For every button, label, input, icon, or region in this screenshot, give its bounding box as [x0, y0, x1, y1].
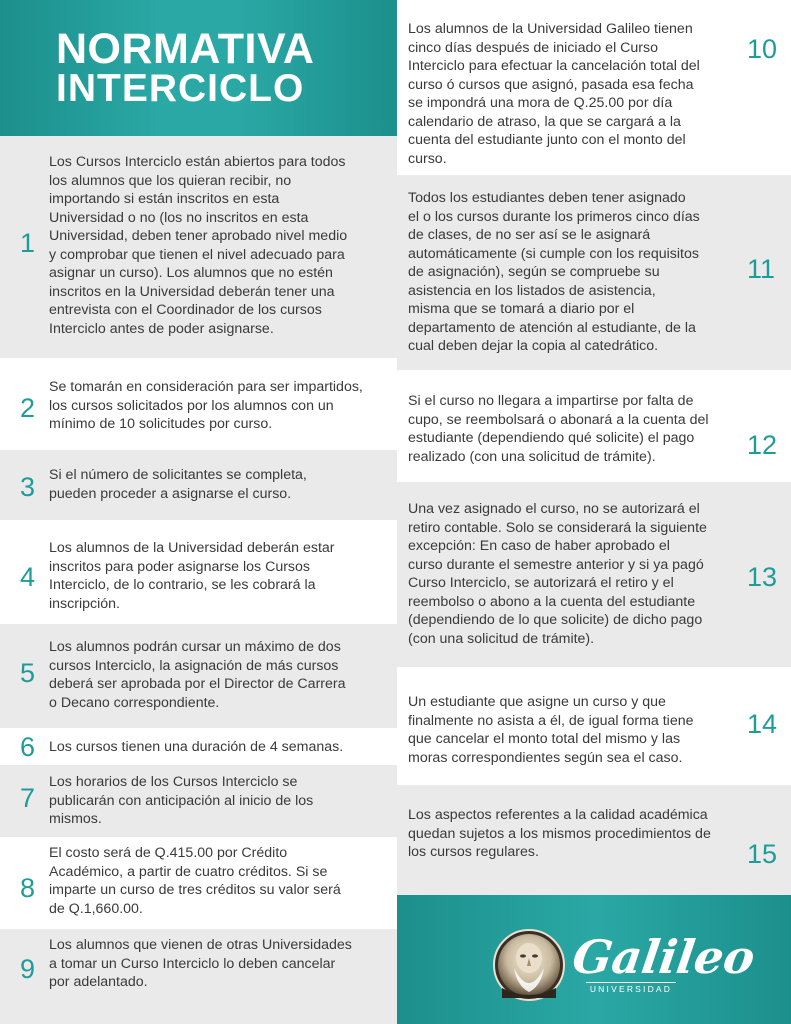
rule-row-14	[397, 667, 791, 785]
rule-row-7	[0, 765, 397, 837]
rule-number: 6	[20, 732, 36, 762]
rule-number: 13	[747, 562, 778, 592]
header-banner	[0, 0, 397, 136]
rule-row-6	[0, 728, 397, 765]
rule-text: Los alumnos podrán cursar un máximo de dos cursos Interciclo, la asignación de más cursos deberá ser aprobada por el Director de Carrera o Decano correspondiente.	[49, 639, 346, 711]
rule-number: 1	[20, 228, 36, 258]
rule-row-3	[0, 450, 397, 520]
rule-row-4	[0, 520, 397, 624]
rule-row-13	[397, 482, 791, 667]
galileo-tagline: UNIVERSIDAD	[586, 982, 676, 994]
rule-number: 7	[20, 783, 36, 813]
rule-row-10	[397, 0, 791, 175]
rule-row-2	[0, 358, 397, 450]
rule-number: 4	[20, 562, 36, 592]
page-title: NORMATIVA	[56, 25, 315, 73]
rule-row-1	[0, 136, 397, 358]
rule-row-15	[397, 785, 791, 895]
rule-text: Los cursos tienen una duración de 4 semanas.	[49, 739, 344, 755]
rule-number: 10	[747, 34, 778, 64]
galileo-portrait-icon	[492, 928, 566, 1002]
rule-text: Una vez asignado el curso, no se autorizará el retiro contable. Solo se considerará la siguiente excepción: En caso de haber aprobado el curso durante el semestre anterior y si ya pagó Curso Interciclo, se autorizará el retiro y el reembolso o abono a la cuenta del estudiante (dependiendo de lo que solicite) de dicho pago (con una solicitud de trámite).	[408, 501, 707, 647]
rule-text: Los alumnos de la Universidad deberán estar inscritos para poder asignarse los Cursos Interciclo, de lo contrario, se les cobrará la inscripción.	[49, 540, 335, 612]
rule-text: Si el curso no llegara a impartirse por falta de cupo, se reembolsará o abonará a la cuenta del estudiante (dependiendo qué solicite) el pago realizado (con una solicitud de trámite).	[408, 393, 709, 465]
rule-text: Los alumnos que vienen de otras Universidades a tomar un Curso Interciclo lo deben cancelar por adelantado.	[49, 937, 352, 990]
rule-number: 12	[747, 430, 778, 460]
rule-text: Se tomarán en consideración para ser impartidos, los cursos solicitados por los alumnos con un mínimo de 10 solicitudes por curso.	[49, 379, 363, 432]
rule-text: Los alumnos de la Universidad Galileo tienen cinco días después de iniciado el Curso Interciclo para efectuar la cancelación total del curso ó cursos que asignó, pasada esa fecha se impondrá una mora de Q.25.00 por día calendario de atraso, la que se cargará a la cuenta del estudiante junto con el monto del curso.	[408, 21, 700, 167]
rule-text: El costo será de Q.415.00 por Crédito Académico, a partir de cuatro créditos. Si se imparte un curso de tres créditos su valor será de Q.1,660.00.	[49, 845, 341, 917]
rule-number: 3	[20, 472, 36, 502]
rule-number: 9	[20, 954, 36, 984]
rule-text: Los Cursos Interciclo están abiertos para todos los alumnos que los quieran recibir, no importando si están inscritos en esta Universidad o no (los no inscritos en esta Universidad, deben tener aprobado nivel medio y comprobar que tienen el nivel adecuado para asignar un curso). Los alumnos que no estén inscritos en la Universidad deberán tener una entrevista con el Coordinador de los cursos Interciclo antes de poder asignarse.	[49, 154, 348, 337]
rule-text: Todos los estudiantes deben tener asignado el o los cursos durante los primeros cinco días de clases, de no ser así se le asignará automáticamente (si cumple con los requisitos de asignación), según se compruebe su asistencia en los listados de asistencia, misma que se tomará a diario por el departamento de atención al estudiante, de la cual deben dejar la copia al catedrático.	[408, 190, 700, 354]
rule-text: Los aspectos referentes a la calidad académica quedan sujetos a los mismos procedimientos de los cursos regulares.	[408, 807, 711, 860]
rule-text: Los horarios de los Cursos Interciclo se publicarán con anticipación al inicio de los mismos.	[49, 774, 314, 827]
rule-text: Si el número de solicitantes se completa, pueden proceder a asignarse el curso.	[49, 467, 307, 502]
page-subtitle: INTERCICLO	[56, 67, 305, 110]
rule-number: 14	[747, 709, 778, 739]
rule-row-5	[0, 624, 397, 728]
rule-number: 8	[20, 873, 36, 903]
rule-number: 5	[20, 658, 36, 688]
rule-row-11	[397, 175, 791, 370]
rule-text: Un estudiante que asigne un curso y que finalmente no asista a él, de igual forma tiene que cancelar el monto total del mismo y las moras correspondientes según sea el caso.	[408, 694, 694, 766]
rule-row-9	[0, 929, 397, 1024]
rule-number: 2	[20, 393, 36, 423]
rule-number: 15	[747, 839, 778, 869]
rule-row-12	[397, 370, 791, 482]
galileo-wordmark: Galileo	[569, 930, 759, 984]
rule-row-8	[0, 837, 397, 929]
rule-number: 11	[747, 254, 776, 284]
